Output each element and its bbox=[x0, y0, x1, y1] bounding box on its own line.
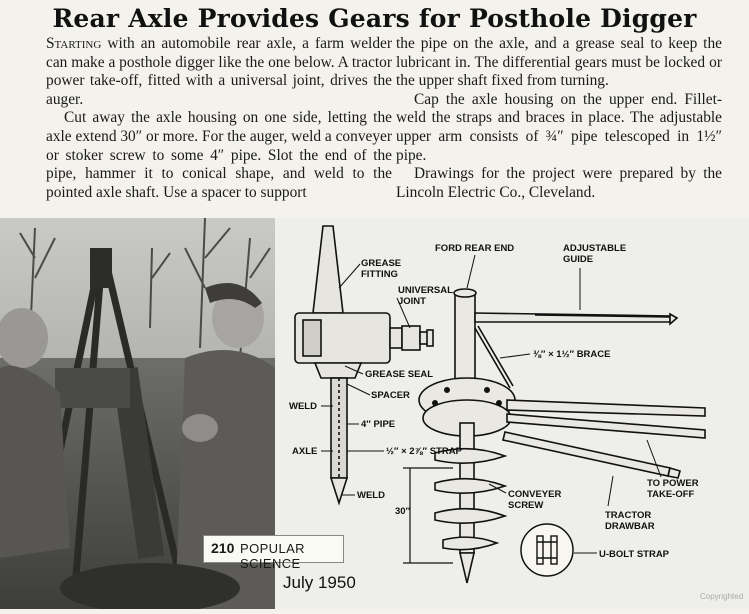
label-grease-fitting-2: FITTING bbox=[361, 269, 398, 280]
label-spacer: SPACER bbox=[371, 390, 410, 401]
label-to-power-1: TO POWER bbox=[647, 478, 699, 489]
issue-date: July 1950 bbox=[283, 573, 356, 592]
diagram-drawing bbox=[275, 218, 749, 609]
label-tractor-drawbar-1: TRACTOR bbox=[605, 510, 652, 521]
label-conveyer-screw-1: CONVEYER bbox=[508, 489, 562, 500]
publication-name: POPULAR SCIENCE bbox=[240, 541, 305, 571]
label-pipe: 4″ PIPE bbox=[361, 419, 396, 430]
label-ford-rear-end: FORD REAR END bbox=[435, 243, 515, 254]
label-tractor-drawbar-2: DRAWBAR bbox=[605, 521, 655, 532]
technical-diagram bbox=[275, 218, 749, 609]
paragraph-1-text: with an automobile rear axle, a farm welder can make a posthole digger like the one below. A tractor power take-off, fitted with a universal joint, drives the auger. bbox=[46, 35, 392, 108]
u-bolt-detail bbox=[521, 524, 573, 576]
label-grease-fitting-1: GREASE bbox=[361, 258, 402, 269]
label-to-power-2: TAKE-OFF bbox=[647, 489, 695, 500]
label-grease-seal: GREASE SEAL bbox=[365, 369, 434, 380]
label-adjustable-guide-2: GUIDE bbox=[563, 254, 594, 265]
left-column bbox=[46, 35, 392, 202]
copyright-watermark: Copyrighted bbox=[700, 592, 744, 601]
label-weld-top: WELD bbox=[289, 401, 317, 412]
article-title: Rear Axle Provides Gears for Posthole Digger bbox=[52, 4, 697, 33]
label-weld-bottom: WELD bbox=[357, 490, 385, 501]
label-conveyer-screw-2: SCREW bbox=[508, 500, 544, 511]
paragraph-5: Drawings for the project were prepared by the Lincoln Electric Co., Cleveland. bbox=[396, 165, 722, 201]
label-strap: ½″ × 2⅞″ STRAP bbox=[386, 446, 462, 457]
paragraph-4: Cap the axle housing on the upper end. Fillet-weld the straps and braces in place. The adjustable upper arm consists of ¾″ pipe telescoped in 1½″ pipe. bbox=[396, 90, 722, 164]
label-universal-joint-1: UNIVERSAL bbox=[398, 285, 453, 296]
paragraph-2: Cut away the axle housing on one side, letting the axle extend 30″ or more. For the auger, weld a conveyer or stoker screw to some 4″ pipe. Slot the end of the pipe, hammer it to conical shape, and weld to the pointed axle shaft. Use a spacer to support bbox=[46, 109, 392, 201]
lead-word: Starting bbox=[46, 35, 102, 52]
page-number: 210 bbox=[211, 540, 235, 556]
paragraph-3: the pipe on the axle, and a grease seal to keep the lubricant in. The differential gears must be locked or the upper shaft fixed from turning. bbox=[396, 35, 722, 90]
label-axle: AXLE bbox=[292, 446, 318, 457]
paragraph-1 bbox=[46, 35, 392, 109]
page-footer bbox=[203, 535, 344, 571]
label-thirty-inch: 30″ bbox=[395, 506, 411, 517]
label-brace: ⅜″ × 1½″ BRACE bbox=[533, 349, 611, 360]
label-universal-joint-2: JOINT bbox=[398, 296, 426, 307]
label-adjustable-guide-1: ADJUSTABLE bbox=[563, 243, 627, 254]
right-column bbox=[396, 35, 722, 202]
label-u-bolt-strap: U-BOLT STRAP bbox=[599, 549, 670, 560]
